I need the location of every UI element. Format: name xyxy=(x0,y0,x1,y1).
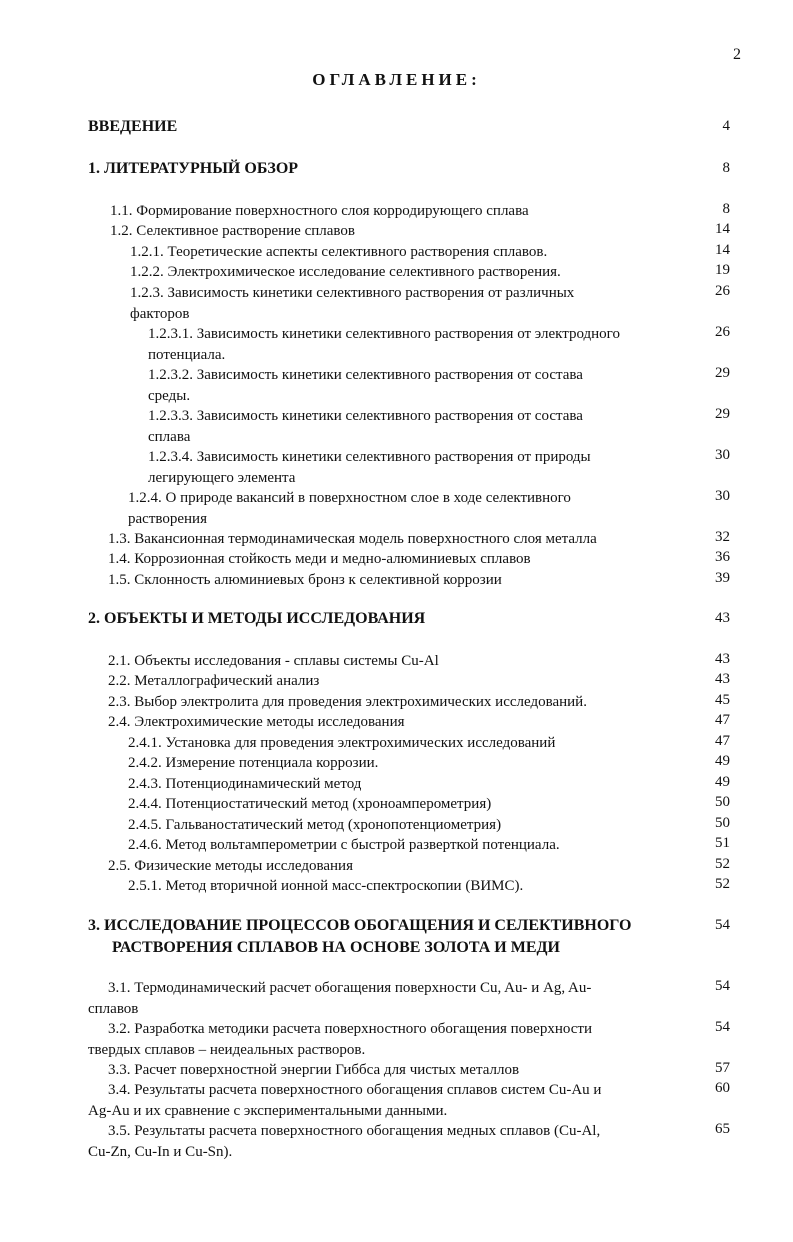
toc-entry-label: 1.4. Коррозионная стойкость меди и медно-алюминиевых сплавов xyxy=(108,551,531,567)
toc-entry-s1-2-4[interactable] xyxy=(128,488,571,529)
toc-entry-label: 2.3. Выбор электролита для проведения электрохимических исследований. xyxy=(108,694,587,710)
toc-entry-label: 2.4.4. Потенциостатический метод (хроноамперометрия) xyxy=(128,796,492,812)
toc-entry-label: 1.3. Вакансионная термодинамическая модель поверхностного слоя металла xyxy=(108,531,597,547)
toc-page-s2-4-1: 47 xyxy=(715,733,730,749)
toc-entry-line1: 3. ИССЛЕДОВАНИЕ ПРОЦЕССОВ ОБОГАЩЕНИЯ И СЕЛЕКТИВНОГО xyxy=(88,917,632,934)
toc-page-s1-2-3: 26 xyxy=(715,283,730,299)
toc-entry-label: 1.5. Склонность алюминиевых бронз к селективной коррозии xyxy=(108,572,502,588)
toc-entry-s2[interactable]: 2. ОБЪЕКТЫ И МЕТОДЫ ИССЛЕДОВАНИЯ xyxy=(88,610,426,627)
toc-page-s1-2: 14 xyxy=(715,221,730,237)
toc-page-s1-5: 39 xyxy=(715,570,730,586)
toc-entry-line2: Ag-Au и их сравнение с экспериментальными данными. xyxy=(88,1102,448,1119)
toc-entry-line1: 1.2.3.2. Зависимость кинетики селективного растворения от состава xyxy=(148,367,583,383)
toc-page-s3-3: 57 xyxy=(715,1060,730,1076)
toc-page-s1-1: 8 xyxy=(722,201,730,217)
toc-page-s2-5-1: 52 xyxy=(715,876,730,892)
toc-entry-line1: 1.2.3.3. Зависимость кинетики селективного растворения от состава xyxy=(148,408,583,424)
toc-entry-line2: растворения xyxy=(128,510,207,527)
toc-page-s1-2-3-1: 26 xyxy=(715,324,730,340)
toc-entry-s1-2-3-4[interactable] xyxy=(148,447,591,488)
toc-entry-line2: факторов xyxy=(130,305,190,322)
toc-page-s1: 8 xyxy=(722,160,730,176)
toc-page-s2-4: 47 xyxy=(715,712,730,728)
toc-entry-line2: легирующего элемента xyxy=(148,469,296,486)
toc-page-s2-4-3: 49 xyxy=(715,774,730,790)
toc-page-s2: 43 xyxy=(715,610,730,626)
toc-entry-line2: среды. xyxy=(148,387,191,404)
toc-entry-label: 2.4. Электрохимические методы исследования xyxy=(108,714,405,730)
toc-entry-line1: 1.2.3. Зависимость кинетики селективного растворения от различных xyxy=(130,285,575,301)
toc-entry-label: 2.1. Объекты исследования - сплавы системы Cu-Al xyxy=(108,653,439,669)
toc-page-s2-4-4: 50 xyxy=(715,794,730,810)
toc-entry-label: 1.2.2. Электрохимическое исследование селективного растворения. xyxy=(130,264,561,280)
toc-page-s2-4-2: 49 xyxy=(715,753,730,769)
toc-entry-line1: 3.4. Результаты расчета поверхностного обогащения сплавов систем Cu-Au и xyxy=(108,1082,602,1098)
toc-entry-s3[interactable] xyxy=(88,915,632,959)
page-title: ОГЛАВЛЕНИЕ: xyxy=(312,70,481,89)
toc-page-s3: 54 xyxy=(715,917,730,933)
toc-entry-line2: сплавов xyxy=(88,1000,139,1017)
toc-entry-line1: 3.2. Разработка методики расчета поверхностного обогащения поверхности xyxy=(108,1021,592,1037)
toc-page-s2-5: 52 xyxy=(715,856,730,872)
toc-page-s1-3: 32 xyxy=(715,529,730,545)
toc-entry-label: 2.4.1. Установка для проведения электрохимических исследований xyxy=(128,735,556,751)
toc-entry-line2: потенциала. xyxy=(148,346,226,363)
toc-entry-label: 2.4.3. Потенциодинамический метод xyxy=(128,776,362,792)
toc-entry-s3-1[interactable] xyxy=(88,978,591,1019)
toc-entry-line2: твердых сплавов – неидеальных растворов. xyxy=(88,1041,366,1058)
toc-entry-label: 2.4.2. Измерение потенциала коррозии. xyxy=(128,755,379,771)
toc-page-s1-2-4: 30 xyxy=(715,488,730,504)
toc-page-s2-2: 43 xyxy=(715,671,730,687)
toc-entry-label: 1.1. Формирование поверхностного слоя корродирующего сплава xyxy=(110,203,529,219)
toc-entry-label: 1.2. Селективное растворение сплавов xyxy=(110,223,355,239)
toc-entry-s3-4[interactable] xyxy=(88,1080,601,1121)
toc-page-s3-1: 54 xyxy=(715,978,730,994)
toc-page-s1-2-3-4: 30 xyxy=(715,447,730,463)
toc-entry-label: 2.5.1. Метод вторичной ионной масс-спектроскопии (ВИМС). xyxy=(128,878,524,894)
toc-entry-line2: РАСТВОРЕНИЯ СПЛАВОВ НА ОСНОВЕ ЗОЛОТА И МЕДИ xyxy=(112,939,560,956)
toc-entry-line1: 1.2.3.1. Зависимость кинетики селективного растворения от электродного xyxy=(148,326,620,342)
toc-page-s3-5: 65 xyxy=(715,1121,730,1137)
toc-page-s1-2-3-3: 29 xyxy=(715,406,730,422)
toc-page-s3-2: 54 xyxy=(715,1019,730,1035)
toc-entry-line1: 3.5. Результаты расчета поверхностного обогащения медных сплавов (Cu-Al, xyxy=(108,1123,601,1139)
toc-page-s2-3: 45 xyxy=(715,692,730,708)
toc-page-s1-2-1: 14 xyxy=(715,242,730,258)
page-number: 2 xyxy=(733,46,741,63)
toc-entry-intro[interactable]: ВВЕДЕНИЕ xyxy=(88,118,178,135)
toc-entry-label: 1.2.1. Теоретические аспекты селективного растворения сплавов. xyxy=(130,244,548,260)
toc-entry-s1-2-3-1[interactable] xyxy=(148,324,620,365)
toc-entry-label: 3.3. Расчет поверхностной энергии Гиббса для чистых металлов xyxy=(108,1062,520,1078)
toc-entry-s1-2-3-3[interactable] xyxy=(148,406,583,447)
toc-page-intro: 4 xyxy=(722,118,730,134)
toc-entry-line1: 3.1. Термодинамический расчет обогащения поверхности Cu, Au- и Ag, Au- xyxy=(108,980,592,996)
toc-entry-s1[interactable]: 1. ЛИТЕРАТУРНЫЙ ОБЗОР xyxy=(88,160,299,177)
toc-entry-s1-2-3[interactable] xyxy=(130,283,574,324)
toc-entry-line1: 1.2.3.4. Зависимость кинетики селективного растворения от природы xyxy=(148,449,591,465)
toc-page-s1-4: 36 xyxy=(715,549,730,565)
toc-page-s1-2-3-2: 29 xyxy=(715,365,730,381)
toc-entry-line2: сплава xyxy=(148,428,191,445)
toc-entry-label: 2.4.6. Метод вольтамперометрии с быстрой разверткой потенциала. xyxy=(128,837,560,853)
toc-entry-line1: 1.2.4. О природе вакансий в поверхностном слое в ходе селективного xyxy=(128,490,571,506)
toc-page-s2-4-6: 51 xyxy=(715,835,730,851)
toc-entry-label: 2.2. Металлографический анализ xyxy=(108,673,320,689)
toc-entry-label: 2.4.5. Гальваностатический метод (хронопотенциометрия) xyxy=(128,817,502,833)
toc-page-s2-4-5: 50 xyxy=(715,815,730,831)
toc-entry-s3-2[interactable] xyxy=(88,1019,592,1060)
toc-entry-label: 2.5. Физические методы исследования xyxy=(108,858,353,874)
toc-page-s3-4: 60 xyxy=(715,1080,730,1096)
toc-entry-s3-5[interactable] xyxy=(88,1121,600,1162)
toc-entry-line2: Cu-Zn, Cu-In и Cu-Sn). xyxy=(88,1143,233,1160)
toc-entry-s1-2-3-2[interactable] xyxy=(148,365,583,406)
toc-page-s1-2-2: 19 xyxy=(715,262,730,278)
toc-page-s2-1: 43 xyxy=(715,651,730,667)
